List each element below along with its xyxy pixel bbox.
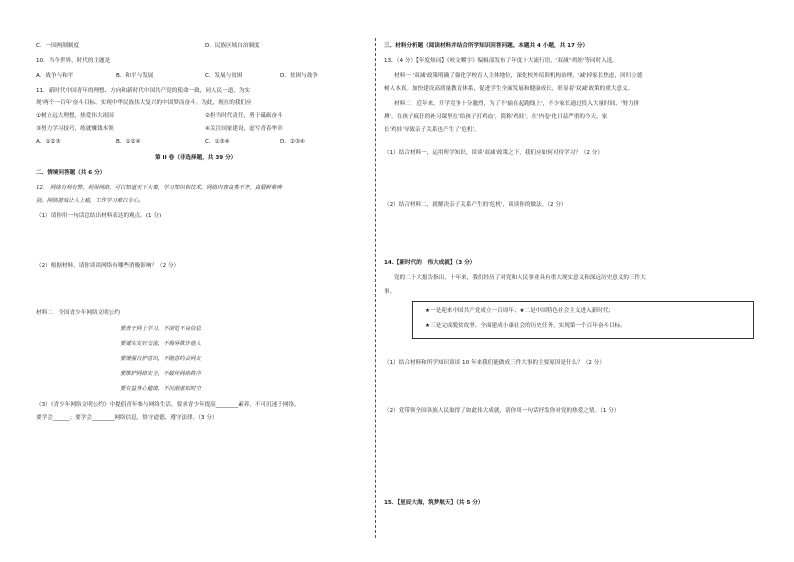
q13-material-one-line-2: 树人本真。加快建设高质量教育体系，促进学生全面发展和健康成长，彰显着'双减'政策的重大意义。 xyxy=(384,86,634,92)
q13-heading: 13．（4 分）【年度热词】《咬文嚼字》编辑部发布了年度十大流行语，'双减''鸡娃'等同时入选。 xyxy=(384,58,618,64)
q11-item-2: ②担当时代责任，勇于砥砺奋斗 xyxy=(205,113,283,119)
q10-option-a: A．战争与和平 xyxy=(36,73,74,79)
pledge-line-4: 要维护网络安全，不破坏网络秩序 xyxy=(120,371,201,377)
section-three-title: 三、材料分析题（阅读材料并结合所学知识回答问题。本题共 4 小题，共 17 分） xyxy=(384,43,589,49)
q12-sub-question-2: （2）根据材料，请你谈谈网络有哪些消极影响？（2 分） xyxy=(36,263,180,269)
column-divider xyxy=(375,38,376,538)
q11-option-c: C．①③④ xyxy=(205,139,230,145)
q9-option-d: D．民族区域自治制度 xyxy=(205,43,260,49)
pledge-line-2: 要诚实友好交流，不侮辱欺诈他人 xyxy=(120,341,201,347)
q11-stem-line-2: 现'两个一百年'奋斗目标、实现中华民族伟大复兴的中国梦而奋斗。为此，现在的我们应 xyxy=(36,100,252,106)
q11-stem-line-1: 11．新时代中国青年的理想、方向和新时代中国共产党的使命一致，同人民一道，为实 xyxy=(36,88,251,94)
q14-box-line-1: ★一是迎来中国共产党成立一百周年；★二是中国特色社会主义进入新时代； xyxy=(425,308,615,314)
q11-item-1: ①树立远大理想，热爱伟大祖国 xyxy=(36,113,114,119)
q11-option-d: D．②③④ xyxy=(280,139,305,145)
section-two-title: 二、情境问答题（共 6 分） xyxy=(36,170,106,176)
pledge-line-5: 要有益身心健康，不沉溺虚拟时空 xyxy=(120,386,201,392)
part-two-title: 第 II 卷（非选择题，共 39 分） xyxy=(155,155,237,161)
q10-option-c: C．发展与贫困 xyxy=(205,73,243,79)
pledge-line-3: 要增强自护意识，不随意约会网友 xyxy=(120,356,201,362)
q10-option-d: D．贫困与战争 xyxy=(280,73,318,79)
q11-item-4: ④关注国家建设，虚写青春华章 xyxy=(205,126,283,132)
q12-sub-question-1: （1）请你用一句话总结出材料表达的观点。(1 分) xyxy=(36,213,162,219)
q14-events-box xyxy=(412,301,754,339)
material-two-title: 材料二 全国青少年网络文明公约 xyxy=(36,310,120,316)
q13-material-two-line-1: 材料二 近年来，升学竞争十分激烈，为了不'输在起跑线上'，不少家长通过投入大量时间、'努力拼 xyxy=(394,101,640,107)
q14-intro-line-1: 党的二十大报告指出，十年来，我们经历了对党和人民事业具有重大现实意义和深远历史意义的三件大 xyxy=(394,275,646,281)
q11-option-b: B．①②④ xyxy=(116,139,141,145)
q13-sub-question-1: （1）结合材料一，运用所学知识，谈谈'双减'政策之下，我们应如何对待学习？（2 分） xyxy=(384,150,603,156)
q13-material-one-line-1: 材料一 '双减'政策明确了强化学校育人主体地位，深化校外培训机构治理，'减'掉家长焦虑，回归立德 xyxy=(394,73,643,79)
q11-item-3: ③努力学习技巧，练就赚钱本领 xyxy=(36,126,114,132)
q14-sub-question-2: （2）党带领全国各族人民取得了如此伟大成就，请你用一句话抒发你对党的热爱之情。（1 分） xyxy=(384,408,620,414)
q12-sub-question-3-line-1: （3）《青少年网络文明公约》中提倡青年参与网络生活，要求青少年提高________素养，不可沉迷于网络， xyxy=(36,402,300,408)
q12-material-line-1: 12． 网络有利有弊。利用网络，可以知道天下大事，学习知识和技术。网络内容良莠不齐，真假鲜难辨 xyxy=(36,185,282,191)
pledge-line-1: 要善于网上学习，不浏览不良信息 xyxy=(120,326,201,332)
q11-option-a: A．①②③ xyxy=(36,139,61,145)
q14-heading: 14.【新时代的 伟大成就】（3 分） xyxy=(384,260,476,266)
q14-box-line-2: ★三是完成脱贫攻坚、全面建成小康社会的历史任务，实现第一个百年奋斗目标。 xyxy=(425,323,626,329)
q12-sub-question-3-line-2: 要学会______；要学会________网络信息，恪守道德，遵守法律。（3 分） xyxy=(36,415,218,421)
q12-material-line-2: 别。网络游戏让人上瘾，工作学习难以专心。 xyxy=(36,198,144,204)
q10-option-b: B．和平与发展 xyxy=(116,73,154,79)
q13-material-two-line-2: 搏'，在孩子疯狂的补习课里在'给孩子打鸡血'，简称'鸡娃'。在'内卷'化日益严重的今天，家 xyxy=(384,114,608,120)
q13-sub-question-2: （2）结合材料二，就解决亲子关系产生的'危机'，谈谈你的做法。（2 分） xyxy=(384,202,567,208)
q15-heading: 15．【星辰大海，筑梦航天】（共 5 分） xyxy=(384,500,484,506)
q14-sub-question-1: （1）结合材料和所学知识谈谈 10 年来我们能做成三件大事的主要原因是什么？（2 分） xyxy=(384,360,605,366)
q9-option-c: C．一国两制制度 xyxy=(36,43,80,49)
q10-stem: 10．当今世界，时代的主题是 xyxy=(36,58,111,64)
q13-material-two-line-3: 长'鸡娃'导致亲子关系也产生了'危机'。 xyxy=(384,127,480,133)
q14-intro-line-2: 事。 xyxy=(384,289,396,295)
